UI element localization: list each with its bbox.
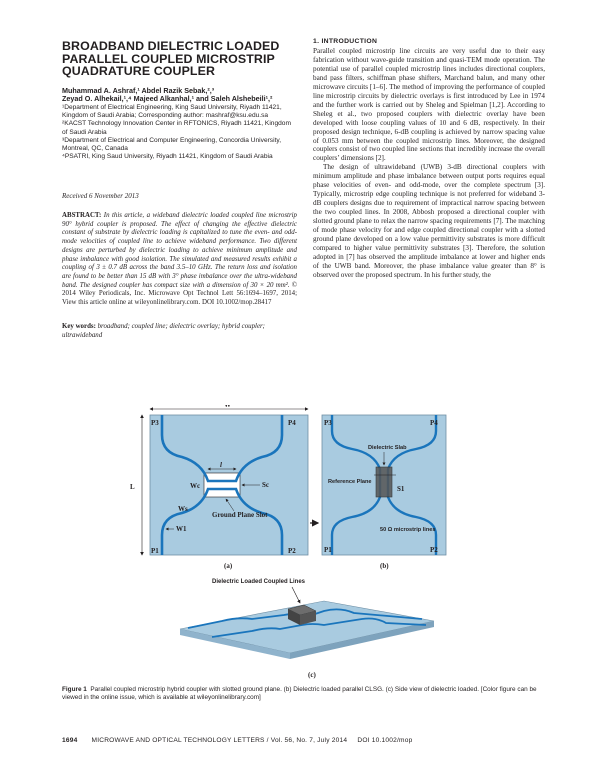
sublabel-c: (c)	[308, 671, 316, 679]
abstract-text: In this article, a wideband dielectric loaded coupled line microstrip 90° hybrid coupler is proposed. The effect of changing the effective dielectric constant of substrate by dielectric loading is capitalized to tune the even- and odd-mode velocities of coupled line to achieve wideband performance. Two different designs are perturbed by dielectric loading to achieve minimum amplitude and phase imbalance with good isolation. The simulated and measured results exhibit a coupling of 3 ± 0.7 dB across the band 3.5–10 GHz. The return loss and isolation are found to be better than 15 dB with 3° phase imbalance over the ultra-wideband band. The designed coupler has compact size with a dimension of 30 × 20 mm².	[62, 212, 297, 289]
label-50ohm: 50 Ω microstrip lines	[380, 527, 436, 533]
panel-c	[180, 579, 434, 679]
authors-line-1: Muhammad A. Ashraf,¹ Abdel Razik Sebak,²,³	[62, 86, 215, 95]
label-sc: Sc	[262, 481, 269, 489]
keywords-text: broadband; coupled line; dielectric overlay; hybrid coupler; ultrawideband	[62, 323, 265, 339]
figure-caption	[62, 686, 548, 702]
label-reference-plane: Reference Plane	[328, 479, 372, 485]
figure-svg	[62, 405, 548, 685]
body-text	[313, 47, 545, 280]
port-p1-b: P1	[324, 546, 332, 554]
journal-info: MICROWAVE AND OPTICAL TECHNOLOGY LETTERS / Vol. 56, No. 7, July 2014	[91, 737, 348, 744]
label-ground-slot: Ground Plane Slot	[212, 511, 268, 519]
port-p4-b: P4	[430, 419, 438, 427]
panel-b	[322, 415, 446, 570]
port-p3-b: P3	[324, 419, 332, 427]
dielectric-slab	[376, 467, 392, 497]
port-p2-b: P2	[430, 546, 438, 554]
body-paragraph-2: The design of ultrawideband (UWB) 3-dB directional couplers with minimum amplitude and phase imbalance between output ports requires equal phase velocities of even- and odd-mode, over the complete spectrum [3]. Typically, microstrip edge coupling technique is not preferred for wideband 3-dB couplers designs due to requirement of impractical narrow spacing between the two coupled lines. In 2008, Abbosh proposed a directional coupler with slotted ground plane to relax the narrow spacing requirements [7]. The matching of mode phase velocity for and edge coupled directional coupler with a slotted ground plane developed on a low value permittivity substrates is more difficult compared to higher value permittivity substrates [3]. Therefore, the solution adopted in [7] has observed the amplitude imbalance at lower and higher ends of the UWB band. Moreover, the phase imbalance value greater than 8° is observed over the proposed spectrum. In his further study, the	[313, 163, 545, 279]
port-p4-a: P4	[288, 419, 296, 427]
label-s1: S1	[397, 485, 405, 493]
authors-line-2-wrap	[62, 95, 297, 104]
caption-text: Parallel coupled microstrip hybrid coupler with slotted ground plane. (b) Dielectric loaded parallel CLSG. (c) Side view of dielectric loaded. [Color figure can be viewed in the online issue, which is available at wileyonlinelibrary.com]	[62, 686, 537, 701]
affiliation-2: ²KACST Technology Innovation Center in RFTONICS, Riyadh 11421, Kingdom of Saudi Arabia	[62, 120, 291, 136]
label-dielectric-slab: Dielectric Slab	[368, 445, 407, 451]
label-l-small: l	[220, 461, 222, 469]
keywords	[62, 323, 297, 340]
sublabel-b: (b)	[380, 562, 389, 570]
section-heading: 1. INTRODUCTION	[313, 38, 378, 45]
label-w: W	[224, 405, 231, 409]
abstract-citation: © 2014 Wiley Periodicals, Inc. Microwave Opt Technol Lett 56:1694–1697, 2014; View this article online at wileyonlinelibrary.com. DOI 10.1002/mop.28417	[62, 281, 297, 307]
abstract	[62, 212, 297, 308]
figure-1	[62, 405, 548, 685]
affiliation-4: ⁴PSATRI, King Saud University, Riyadh 11421, Kingdom of Saudi Arabia	[62, 153, 273, 161]
page-footer	[62, 737, 548, 744]
panel-a	[130, 405, 308, 570]
port-p2-a: P2	[288, 547, 296, 555]
label-l: L	[130, 483, 135, 491]
ground-plane-slot	[204, 473, 240, 497]
page-number: 1694	[62, 737, 78, 744]
affiliation-1: ¹Department of Electrical Engineering, King Saud University, Riyadh 11421, Kingdom of Saudi Arabia; Corresponding author: mashraf@ksu.edu.sa	[62, 104, 282, 120]
keywords-label: Key words:	[62, 323, 96, 330]
port-p1-a: P1	[151, 547, 159, 555]
label-w1: W1	[176, 525, 187, 533]
sublabel-a: (a)	[224, 562, 233, 570]
port-p3-a: P3	[151, 419, 159, 427]
authors-line-2: Zeyad O. Alhekail,¹,⁴ Majeed Alkanhal,¹ and Saleh Alshebeili¹,²	[62, 94, 273, 103]
body-paragraph-1: Parallel coupled microstrip line circuits are very useful due to their easy fabrication without wave-guide transition and quasi-TEM mode operation. The potential use of parallel coupled microstrip lines includes directional couplers, band pass filters, schiffman phase shifters, Marchand balun, and many other microwave circuits [1–6]. The method of improving the performance of coupled line microstrip circuits by dielectric overlays is first introduced by Lee in 1974 and the further work is carried out by Sheleg and Spielman [1,2]. According to Sheleg et al., two proposed couplers with dielectric overlay have been developed with loose coupling values of 10 and 6 dB, respectively. In their proposed design technique, 6-dB coupling is achieved by narrow spacing value of 0.053 mm between the coupled microstrip lines. Moreover, the designed couplers consist of two coupled line sections that incredibly increase the overall couplers’ dimensions [2].	[313, 47, 545, 163]
paper-title: BROADBAND DIELECTRIC LOADED PARALLEL COUPLED MICROSTRIP QUADRATURE COUPLER	[62, 39, 280, 79]
label-dlcl: Dielectric Loaded Coupled Lines	[212, 579, 306, 585]
affiliation-3: ³Department of Electrical and Computer Engineering, Concordia University, Montreal, QC, Canada	[62, 136, 282, 153]
label-wc: Wc	[190, 482, 201, 490]
label-ws: Ws	[178, 505, 188, 513]
arrow-dlcl	[292, 587, 300, 603]
caption-label: Figure 1	[62, 686, 87, 693]
affiliations	[62, 104, 297, 161]
abstract-label: ABSTRACT:	[62, 212, 102, 219]
received-date: Received 6 November 2013	[62, 192, 139, 200]
doi: DOI 10.1002/mop	[357, 737, 413, 744]
